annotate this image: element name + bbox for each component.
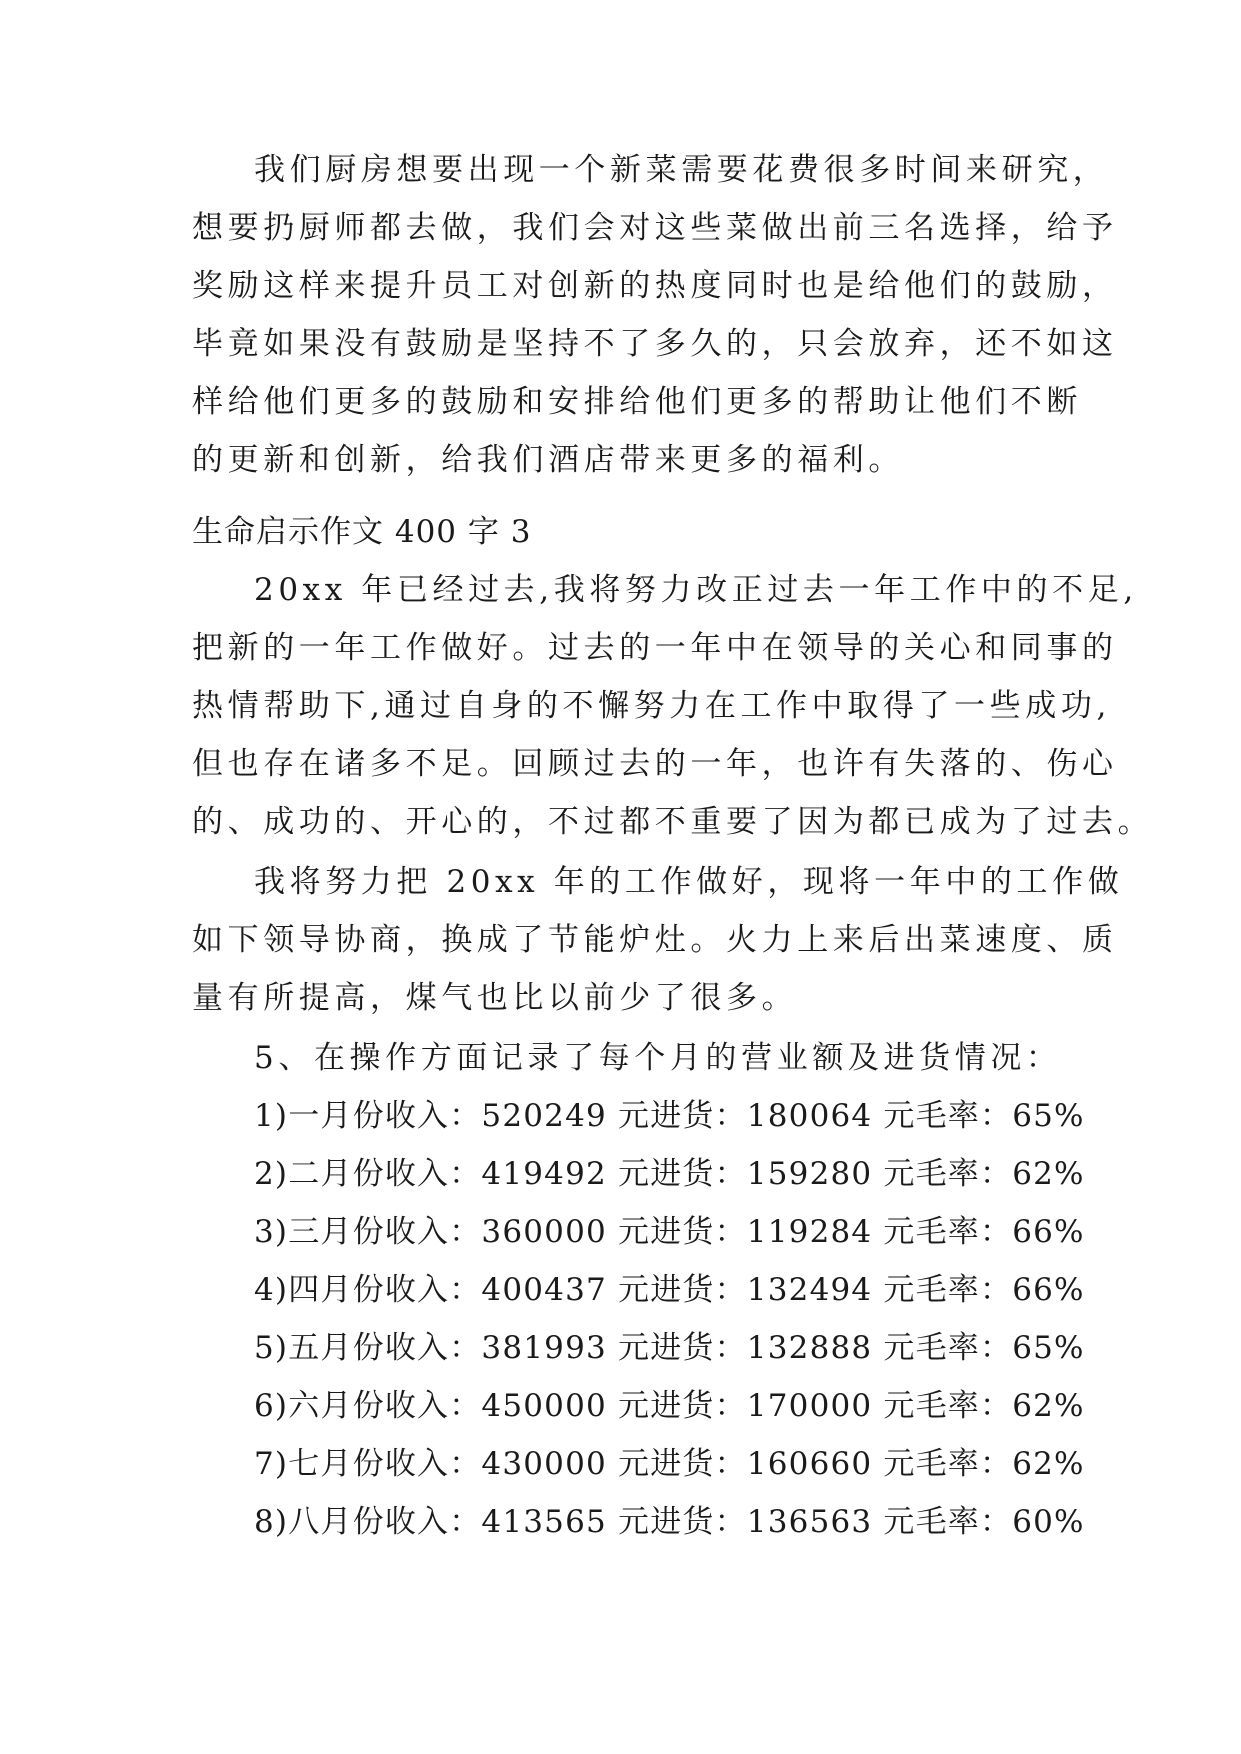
paragraph-2-line: 把新的一年工作做好。过去的一年中在领导的关心和同事的 (192, 630, 1118, 666)
paragraph-1-line: 毕竟如果没有鼓励是坚持不了多久的，只会放弃，还不如这 (192, 326, 1118, 362)
paragraph-2-line: 的、成功的、开心的，不过都不重要了因为都已成为了过去。 (192, 804, 1154, 840)
monthly-record-item: 1)一月份收入：520249 元进货：180064 元毛率：65% (254, 1098, 1085, 1134)
monthly-record-item: 6)六月份收入：450000 元进货：170000 元毛率：62% (254, 1388, 1085, 1424)
paragraph-2-line: 20xx 年已经过去,我将努力改正过去一年工作中的不足, (254, 572, 1138, 608)
paragraph-1-line: 想要扔厨师都去做，我们会对这些菜做出前三名选择，给予 (192, 210, 1118, 246)
paragraph-1-line: 的更新和创新，给我们酒店带来更多的福利。 (192, 442, 904, 478)
paragraph-3-line: 量有所提高，煤气也比以前少了很多。 (192, 980, 798, 1016)
paragraph-3-line: 如下领导协商，换成了节能炉灶。火力上来后出菜速度、质 (192, 922, 1118, 958)
paragraph-2-line: 但也存在诸多不足。回顾过去的一年，也许有失落的、伤心 (192, 746, 1118, 782)
paragraph-1-line: 我们厨房想要出现一个新菜需要花费很多时间来研究， (254, 152, 1109, 188)
monthly-record-item: 7)七月份收入：430000 元进货：160660 元毛率：62% (254, 1446, 1085, 1482)
paragraph-1-line: 奖励这样来提升员工对创新的热度同时也是给他们的鼓励， (192, 268, 1118, 304)
section-heading: 生命启示作文 400 字 3 (192, 514, 532, 550)
section-5-intro: 5、在操作方面记录了每个月的营业额及进货情况： (254, 1040, 1062, 1076)
paragraph-3-line: 我将努力把 20xx 年的工作做好，现将一年中的工作做 (254, 864, 1124, 900)
monthly-record-item: 4)四月份收入：400437 元进货：132494 元毛率：66% (254, 1272, 1085, 1308)
paragraph-1-line: 样给他们更多的鼓励和安排给他们更多的帮助让他们不断 (192, 384, 1082, 420)
monthly-record-item: 2)二月份收入：419492 元进货：159280 元毛率：62% (254, 1156, 1085, 1192)
paragraph-2-line: 热情帮助下,通过自身的不懈努力在工作中取得了一些成功, (192, 688, 1111, 724)
monthly-record-item: 3)三月份收入：360000 元进货：119284 元毛率：66% (254, 1214, 1085, 1250)
monthly-record-item: 8)八月份收入：413565 元进货：136563 元毛率：60% (254, 1504, 1085, 1540)
monthly-record-item: 5)五月份收入：381993 元进货：132888 元毛率：65% (254, 1330, 1085, 1366)
